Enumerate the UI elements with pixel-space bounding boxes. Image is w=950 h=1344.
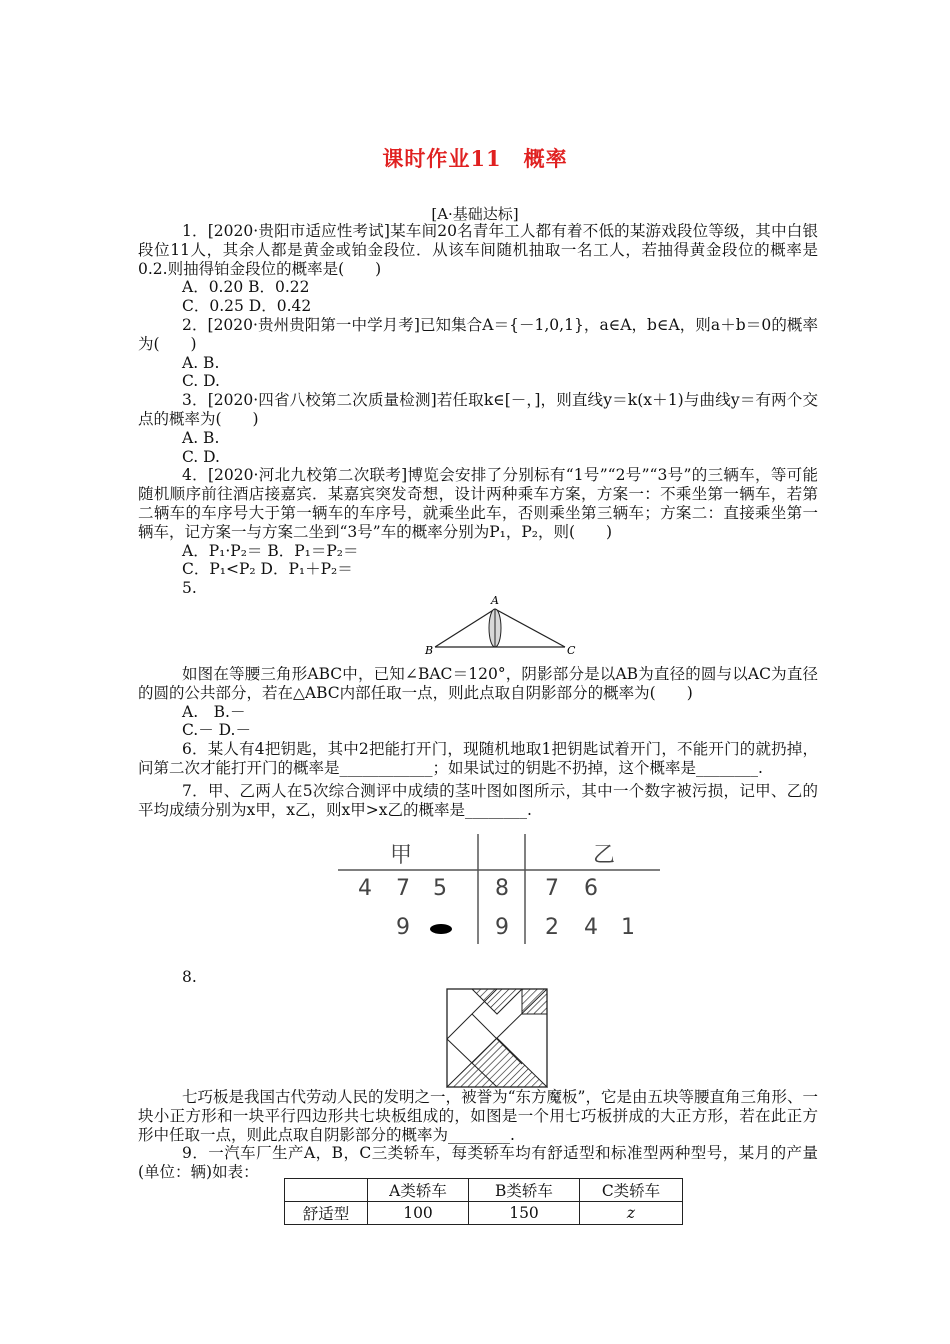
question-5-number: 5. (182, 579, 197, 598)
table-cell: 舒适型 (285, 1202, 368, 1225)
leaf-left-2: 7 (396, 876, 410, 901)
question-5-options-a-b: A. B.－ (182, 702, 246, 721)
tangram-figure (446, 988, 548, 1088)
question-2: 2．[2020·贵州贵阳第一中学月考]已知集合A＝{－1,0,1}，a∈A，b∈A，则a＋b＝0的概率为( ) (138, 315, 818, 353)
question-2-options-c-d: C. D. (182, 372, 220, 391)
stem-value-2: 9 (495, 915, 509, 940)
label-b: B (425, 644, 434, 657)
stem-leaf-plot (338, 834, 660, 944)
table-header-cell: A类轿车 (368, 1179, 469, 1202)
leaf-left-4: 9 (396, 915, 410, 940)
triangle-figure (420, 592, 580, 660)
table-cell: 100 (368, 1202, 469, 1225)
question-5: 如图在等腰三角形ABC中，已知∠BAC＝120°，阴影部分是以AB为直径的圆与以AC为直径的圆的公共部分，若在△ABC内部任取一点，则此点取自阴影部分的概率为( ) (138, 665, 818, 702)
leaf-right-5: 1 (621, 915, 635, 940)
questions-block-2 (138, 665, 818, 819)
question-1-options-c-d: C．0.25 D．0.42 (182, 297, 312, 316)
stem-header-right: 乙 (593, 843, 616, 868)
question-8-number-block (138, 968, 818, 987)
questions-block-3 (138, 1088, 818, 1182)
question-8: 七巧板是我国古代劳动人民的发明之一，被誉为“东方魔板”，它是由五块等腰直角三角形、一块小正方形和一块平行四边形共七块板组成的，如图是一个用七巧板拼成的大正方形，若在此正方形中任取一点，则此点取自阴影部分的概率为________. (138, 1088, 818, 1144)
question-9: 9．一汽车厂生产A，B，C三类轿车，每类轿车均有舒适型和标准型两种型号，某月的产量(单位：辆)如表： (138, 1144, 818, 1182)
label-a: A (491, 594, 499, 607)
question-5-options-c-d: C.－ D.－ (182, 721, 251, 740)
table-header-cell: C类轿车 (580, 1179, 683, 1202)
question-3-options-c-d: C. D. (182, 447, 220, 466)
question-6: 6．某人有4把钥匙，其中2把能打开门，现随机地取1把钥匙试着开门，不能开门的就扔掉，问第二次才能打开门的概率是____________；如果试过的钥匙不扔掉，这个概率是________. (138, 740, 818, 777)
table-cell: 150 (469, 1202, 580, 1225)
leaf-right-4: 4 (584, 915, 598, 940)
question-2-options-a-b: A. B. (182, 353, 220, 372)
questions-block-1 (138, 222, 818, 598)
table-header-cell (285, 1179, 368, 1202)
table-header-row (285, 1179, 683, 1202)
page-title: 课时作业11 概率 (382, 146, 568, 171)
question-1: 1．[2020·贵阳市适应性考试]某车间20名青年工人都有着不低的某游戏段位等级，其中白银段位11人，其余人都是黄金或铂金段位．从该车间随机抽取一名工人，若抽得黄金段位的概率是0.2.则抽得铂金段位的概率是( ) (138, 222, 818, 278)
question-4-options-c-d: C．P₁<P₂ D．P₁＋P₂＝ (182, 560, 353, 579)
section-heading: [A·基础达标] (431, 205, 519, 223)
question-3-options-a-b: A. B. (182, 428, 220, 447)
leaf-right-3: 2 (545, 915, 559, 940)
table-row (285, 1202, 683, 1225)
production-table (284, 1178, 683, 1225)
leaf-right-2: 6 (584, 876, 598, 901)
leaf-left-3: 5 (433, 876, 447, 901)
stem-value-1: 8 (495, 876, 509, 901)
question-4-options-a-b: A．P₁·P₂＝ B．P₁＝P₂＝ (182, 541, 359, 560)
label-c: C (567, 644, 576, 657)
question-3: 3．[2020·四省八校第二次质量检测]若任取k∈[－，]，则直线y＝k(x＋1)与曲线y＝有两个交点的概率为( ) (138, 391, 818, 428)
table-header-cell: B类轿车 (469, 1179, 580, 1202)
question-1-options-a-b: A．0.20 B．0.22 (182, 278, 310, 297)
question-4: 4．[2020·河北九校第二次联考]博览会安排了分别标有“1号”“2号”“3号”的三辆车，等可能随机顺序前往酒店接嘉宾．某嘉宾突发奇想，设计两种乘车方案，方案一：不乘坐第一辆车，若第二辆车的车序号大于第一辆车的车序号，就乘坐此车，否则乘坐第三辆车；方案二：直接乘坐第一辆车，记方案一与方案二坐到“3号”车的概率分别为P₁，P₂，则( ) (138, 466, 818, 541)
question-7: 7．甲、乙两人在5次综合测评中成绩的茎叶图如图所示，其中一个数字被污损，记甲、乙的平均成绩分别为x甲，x乙，则x甲>x乙的概率是________. (138, 781, 818, 819)
triangle-side-ab (435, 609, 495, 647)
leaf-right-1: 7 (545, 876, 559, 901)
smudged-digit (430, 924, 452, 934)
table-cell: z (580, 1202, 683, 1225)
leaf-left-1: 4 (358, 876, 372, 901)
triangle-side-ac (495, 609, 565, 647)
question-8-number: 8. (182, 968, 197, 986)
stem-header-left: 甲 (390, 843, 413, 868)
